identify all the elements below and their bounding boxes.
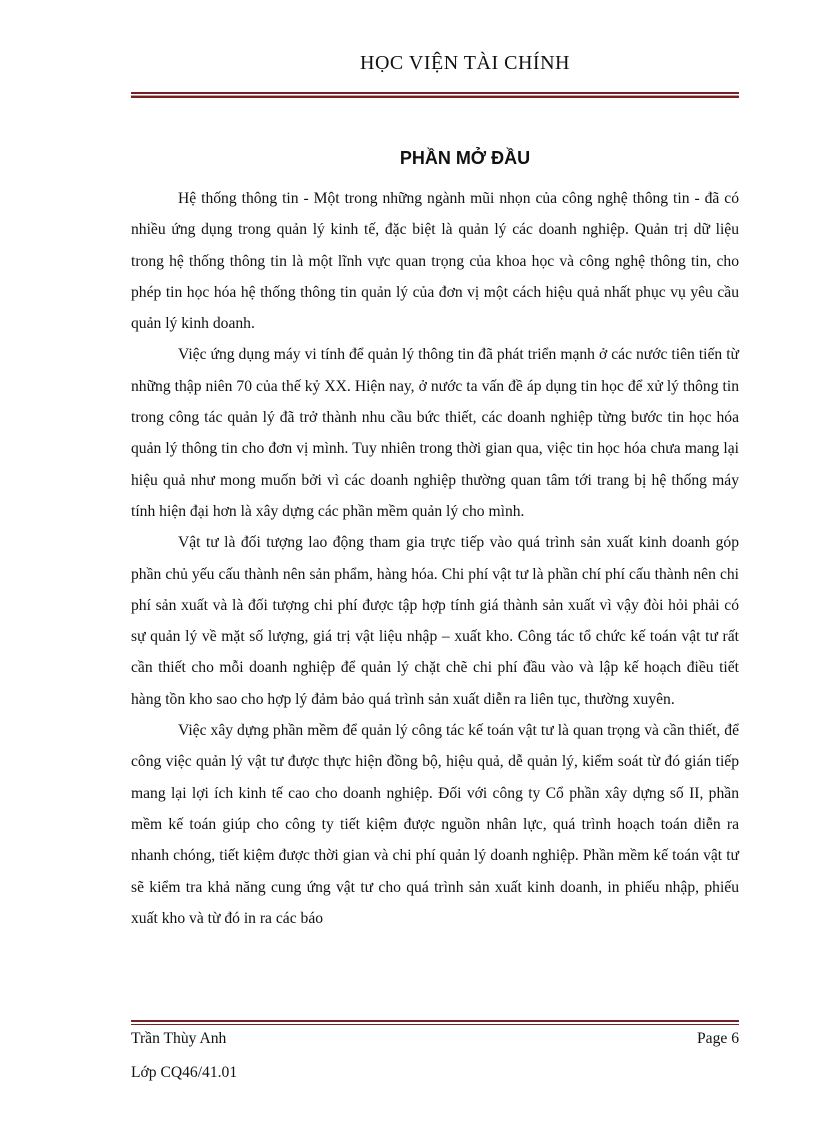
paragraph-2: Việc ứng dụng máy vi tính để quản lý thông tin đã phát triển mạnh ở các nước tiên tiến từ những thập niên 70 của thế kỷ XX. Hiện nay, ở nước ta vấn đề áp dụng tin học để xử lý thông tin trong công tác quản lý đã trở thành nhu cầu bức thiết, các doanh nghiệp từng bước tin học hóa quản lý thông tin cho đơn vị mình. Tuy nhiên trong thời gian qua, việc tin học hóa chưa mang lại hiệu quả như mong muốn bởi vì các doanh nghiệp thường quan tâm tới trang bị hệ thống máy tính hiện đại hơn là xây dựng các phần mềm quản lý cho mình. xyxy=(131,346,739,520)
section-title: PHẦN MỞ ĐẦU xyxy=(399,148,531,168)
footer-page-number: Page 6 xyxy=(696,1030,739,1047)
header-title: HỌC VIỆN TÀI CHÍNH xyxy=(360,52,570,74)
footer-class: Lớp CQ46/41.01 xyxy=(131,1064,238,1081)
footer-divider xyxy=(131,1020,739,1025)
body-text xyxy=(131,183,739,934)
footer-author: Trần Thùy Anh xyxy=(131,1030,227,1047)
paragraph-4: Việc xây dựng phần mềm để quản lý công tác kế toán vật tư là quan trọng và cần thiết, để công việc quản lý vật tư được thực hiện đồng bộ, hiệu quả, dễ quản lý, kiểm soát từ đó gián tiếp mang lại lợi ích kinh tế cao cho doanh nghiệp. Đối với công ty Cổ phần xây dựng số II, phần mềm kế toán giúp cho công ty tiết kiệm được nguồn nhân lực, quá trình hoạch toán diễn ra nhanh chóng, tiết kiệm được thời gian và chi phí quản lý doanh nghiệp. Phần mềm kế toán vật tư sẽ kiểm tra khả năng cung ứng vật tư cho quá trình sản xuất kinh doanh, in phiếu nhập, phiếu xuất kho và từ đó in ra các báo xyxy=(131,722,739,927)
paragraph-3: Vật tư là đối tượng lao động tham gia trực tiếp vào quá trình sản xuất kinh doanh góp phần chủ yếu cấu thành nên sản phẩm, hàng hóa. Chi phí vật tư là phần chí phí cấu thành nên chi phí sản xuất và là đối tượng chi phí được tập hợp tính giá thành sản xuất vì vậy đòi hỏi phải có sự quản lý về mặt số lượng, giá trị vật liệu nhập – xuất kho. Công tác tổ chức kế toán vật tư rất cần thiết cho mỗi doanh nghiệp để quản lý chặt chẽ chi phí đầu vào và lập kế hoạch điều tiết hàng tồn kho sao cho hợp lý đảm bảo quá trình sản xuất diễn ra liên tục, thường xuyên. xyxy=(131,534,739,708)
header-divider xyxy=(131,92,739,98)
paragraph-1: Hệ thống thông tin - Một trong những ngành mũi nhọn của công nghệ thông tin - đã có nhiều ứng dụng trong quản lý kinh tế, đặc biệt là quản lý các doanh nghiệp. Quản trị dữ liệu trong hệ thống thông tin là một lĩnh vực quan trọng của khoa học và công nghệ thông tin, cho phép tin học hóa hệ thống thông tin quản lý của đơn vị một cách hiệu quả nhất phục vụ yêu cầu quản lý kinh doanh. xyxy=(131,190,739,333)
